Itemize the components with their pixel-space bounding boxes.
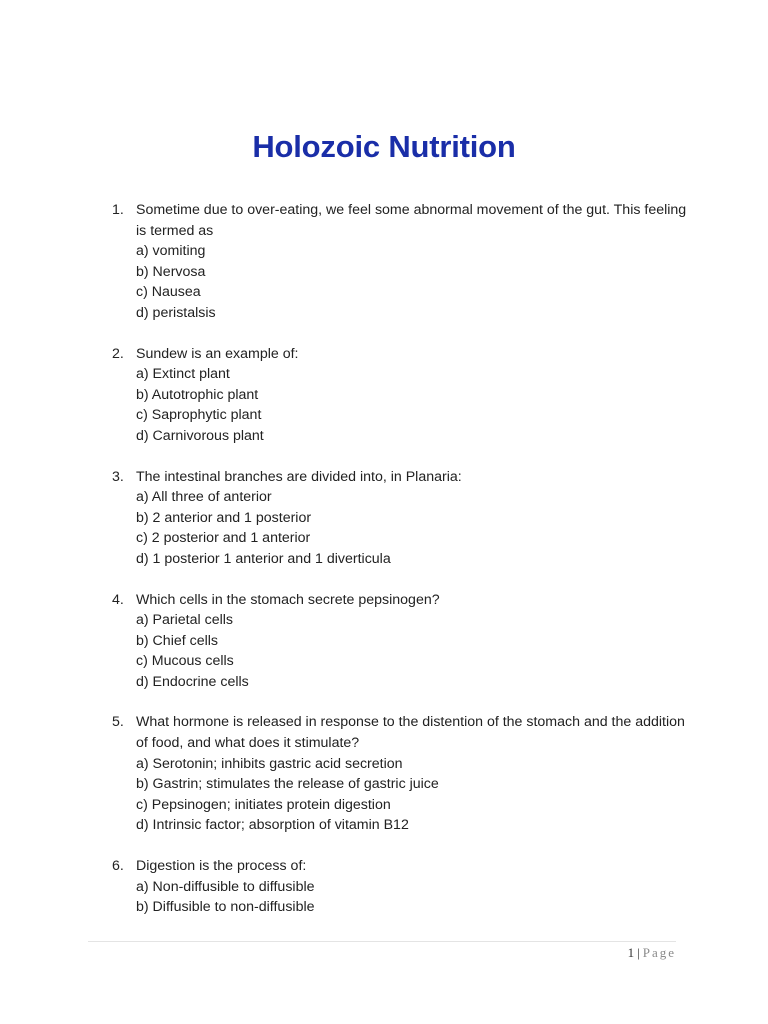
question-text: Digestion is the process of:: [136, 858, 307, 875]
answer-option: c) 2 posterior and 1 anterior: [136, 530, 311, 547]
question-item-4: [112, 590, 692, 693]
answer-option: d) Carnivorous plant: [136, 427, 264, 444]
document-title: Holozoic Nutrition: [252, 128, 516, 164]
answer-option: c) Mucous cells: [136, 653, 234, 670]
footer-separator: |: [637, 945, 640, 960]
page-label: Page: [642, 945, 676, 960]
answer-option: a) vomiting: [136, 243, 206, 260]
answer-option: a) Serotonin; inhibits gastric acid secretion: [136, 755, 403, 772]
answer-option: b) Gastrin; stimulates the release of gastric juice: [136, 776, 439, 793]
answer-option: b) Chief cells: [136, 632, 219, 649]
answer-option: a) Non-diffusible to diffusible: [136, 878, 315, 895]
question-number: 4.: [112, 591, 124, 608]
question-text: What hormone is released in response to the distention of the stomach and the addition of food, and what does it stimulate?: [136, 714, 685, 752]
answer-option: d) peristalsis: [136, 304, 216, 321]
answer-option: d) Intrinsic factor; absorption of vitamin B12: [136, 817, 409, 834]
question-number: 6.: [112, 858, 124, 875]
page-number: 1: [627, 945, 635, 960]
question-item-2: [112, 344, 692, 447]
answer-option: a) All three of anterior: [136, 489, 272, 506]
question-number: 1.: [112, 202, 124, 218]
answer-option: b) Autotrophic plant: [136, 386, 259, 403]
question-list: [112, 200, 692, 938]
question-number: 3.: [112, 468, 124, 485]
question-number: 5.: [112, 714, 124, 731]
question-item-1: [112, 200, 692, 324]
page-footer: [628, 945, 676, 961]
question-number: 2.: [112, 345, 124, 362]
answer-option: c) Saprophytic plant: [136, 407, 262, 424]
answer-option: c) Nausea: [136, 284, 201, 301]
answer-option: a) Parietal cells: [136, 612, 233, 629]
answer-option: c) Pepsinogen; initiates protein digestion: [136, 796, 391, 813]
question-item-5: [112, 712, 692, 836]
answer-option: b) Diffusible to non-diffusible: [136, 899, 315, 916]
question-item-6: [112, 856, 692, 918]
answer-option: d) 1 posterior 1 anterior and 1 diverticula: [136, 550, 391, 567]
question-text: Sometime due to over-eating, we feel some abnormal movement of the gut. This feeling is termed as: [136, 202, 687, 239]
question-text: Which cells in the stomach secrete pepsinogen?: [136, 591, 440, 608]
answer-option: b) Nervosa: [136, 263, 206, 280]
answer-option: a) Extinct plant: [136, 366, 230, 383]
question-item-3: [112, 467, 692, 570]
answer-option: b) 2 anterior and 1 posterior: [136, 509, 312, 526]
footer-divider: [88, 941, 676, 942]
question-text: The intestinal branches are divided into, in Planaria:: [136, 468, 462, 485]
question-text: Sundew is an example of:: [136, 345, 299, 362]
answer-option: d) Endocrine cells: [136, 673, 249, 690]
